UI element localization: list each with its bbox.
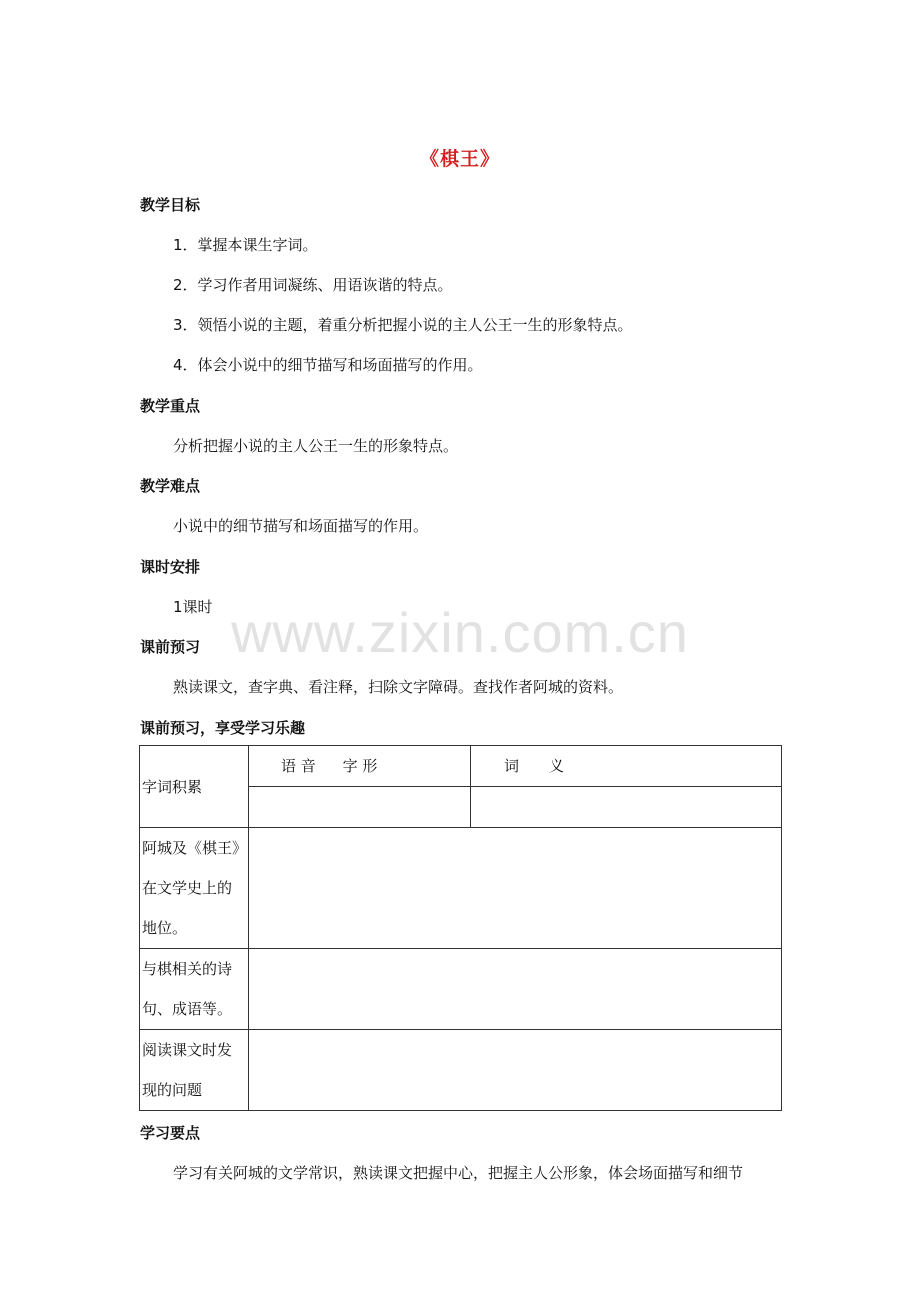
- preview-table: [139, 745, 782, 1111]
- difficulty-heading: 教学难点: [140, 477, 201, 495]
- answer-cell-pronunciation-form[interactable]: [249, 787, 471, 828]
- focus-heading: 教学重点: [140, 397, 201, 415]
- row-label-vocabulary: 字词积累: [140, 746, 249, 828]
- difficulty-text: 小说中的细节描写和场面描写的作用。: [173, 517, 429, 535]
- row-label-questions: [140, 1030, 249, 1111]
- answer-cell-chess-poems[interactable]: [249, 949, 782, 1030]
- row-label-chess-poems-line-1: 与棋相关的诗: [142, 960, 233, 978]
- preview-heading: 课前预习: [140, 638, 201, 656]
- objective-item-3: 3．领悟小说的主题，着重分析把握小说的主人公王一生的形象特点。: [173, 316, 633, 334]
- answer-cell-acheng[interactable]: [249, 828, 782, 949]
- col-meaning: 词 义: [504, 757, 565, 775]
- answer-cell-questions[interactable]: [249, 1030, 782, 1111]
- focus-text: 分析把握小说的主人公王一生的形象特点。: [173, 437, 459, 455]
- key-points-text: 学习有关阿城的文学常识，熟读课文把握中心，把握主人公形象，体会场面描写和细节: [173, 1164, 744, 1182]
- objective-item-2: 2．学习作者用词凝练、用语诙谐的特点。: [173, 276, 453, 294]
- col-pronunciation: 语 音: [281, 757, 316, 775]
- objectives-heading: 教学目标: [140, 196, 201, 214]
- watermark: www.zixin.com.cn: [231, 601, 689, 664]
- row-label-acheng-line-1: 阿城及《棋王》: [142, 839, 248, 857]
- objective-item-1: 1．掌握本课生字词。: [173, 236, 318, 254]
- col-form: 字 形: [342, 757, 378, 775]
- preview-table-heading: 课前预习，享受学习乐趣: [140, 719, 306, 737]
- schedule-text: 1课时: [173, 598, 213, 616]
- col-header-pronunciation-form: [249, 746, 471, 787]
- col-header-meaning: [471, 746, 782, 787]
- row-label-questions-line-2: 现的问题: [142, 1081, 203, 1099]
- row-label-chess-poems-line-2: 句、成语等。: [142, 1000, 233, 1018]
- page-title: 《棋王》: [419, 148, 500, 170]
- row-label-chess-poems: [140, 949, 249, 1030]
- answer-cell-meaning[interactable]: [471, 787, 782, 828]
- key-points-heading: 学习要点: [140, 1124, 201, 1142]
- row-label-acheng: [140, 828, 249, 949]
- row-label-questions-line-1: 阅读课文时发: [142, 1041, 233, 1059]
- objective-item-4: 4．体会小说中的细节描写和场面描写的作用。: [173, 356, 483, 374]
- row-label-acheng-line-3: 地位。: [142, 919, 188, 937]
- preview-text: 熟读课文，查字典、看注释，扫除文字障碍。查找作者阿城的资料。: [173, 678, 624, 696]
- row-label-acheng-line-2: 在文学史上的: [142, 879, 233, 897]
- schedule-heading: 课时安排: [140, 558, 201, 576]
